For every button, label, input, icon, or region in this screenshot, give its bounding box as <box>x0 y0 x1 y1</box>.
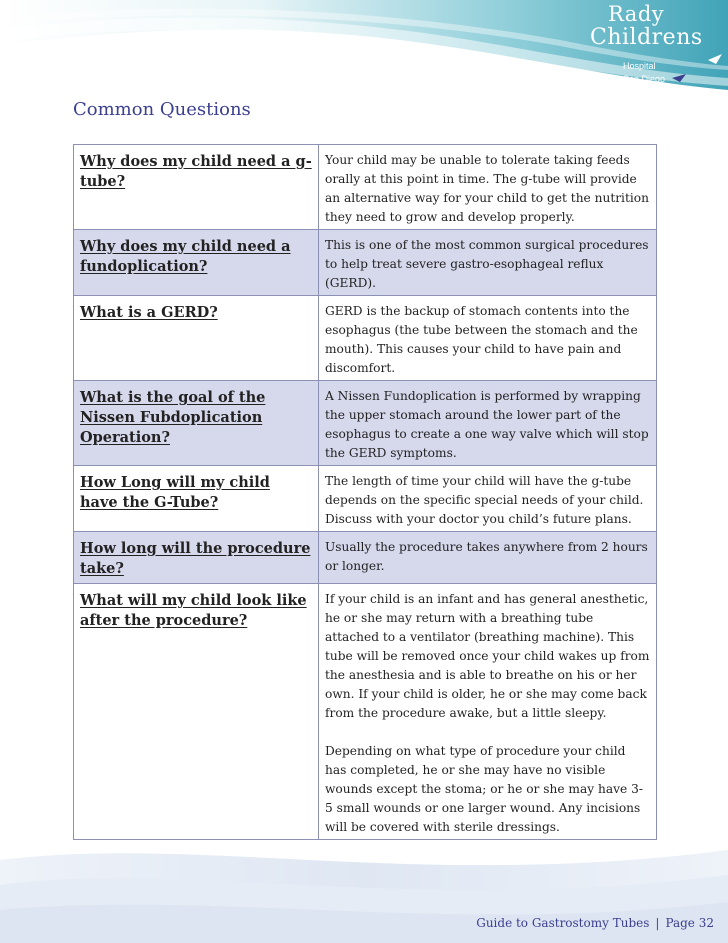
question-cell <box>74 296 319 381</box>
answer-paragraph: A Nissen Fundoplication is performed by wrapping the upper stomach around the lower part of the esophagus to create a one way valve which will stop the GERD symptoms. <box>325 389 649 460</box>
answer-paragraph: Usually the procedure takes anywhere from 2 hours or longer. <box>325 540 648 573</box>
hospital-logo <box>590 0 728 90</box>
logo-line-rady: Rady <box>608 2 665 26</box>
page-footer <box>476 916 714 930</box>
question-cell <box>74 532 319 584</box>
question-cell <box>74 466 319 532</box>
question-text: What will my child look like after the procedure? <box>80 592 307 629</box>
table-row <box>74 466 657 532</box>
answer-cell <box>319 296 657 381</box>
answer-text <box>319 532 656 578</box>
answer-cell <box>319 532 657 584</box>
answer-text <box>319 296 656 380</box>
answer-paragraph: Depending on what type of procedure your child has completed, he or she may have no visible wounds except the stoma; or he or she may have 3-5 small wounds or one larger wound. Any incisions will be covered with sterile dressings. <box>325 744 643 834</box>
logo-line-hospital: Hospital <box>623 61 656 71</box>
faq-table <box>73 144 657 840</box>
faq-table-body <box>74 145 657 840</box>
logo-subtitle <box>623 60 665 86</box>
answer-text <box>319 466 656 531</box>
table-row <box>74 381 657 466</box>
question-text: How Long will my child have the G-Tube? <box>80 474 270 511</box>
question-cell <box>74 230 319 296</box>
question-text: What is the goal of the Nissen Fubdoplication Operation? <box>80 389 266 446</box>
footer-guide-title: Guide to Gastrostomy Tubes <box>476 916 650 930</box>
table-row <box>74 532 657 584</box>
table-row <box>74 230 657 296</box>
answer-text <box>319 381 656 465</box>
answer-cell <box>319 466 657 532</box>
question-text: Why does my child need a g-tube? <box>80 153 312 190</box>
answer-paragraph: If your child is an infant and has general anesthetic, he or she may return with a breathing tube attached to a ventilator (breathing machine). This tube will be removed once your child wakes up from the anesthesia and is able to breathe on his or her own. If your child is older, he or she may come back from the procedure awake, but a little sleepy. <box>325 592 650 720</box>
footer-separator: | <box>655 916 660 930</box>
logo-line-san-diego: San Diego <box>623 74 666 84</box>
table-row <box>74 145 657 230</box>
question-text: Why does my child need a fundoplication? <box>80 238 291 275</box>
question-text: How long will the procedure take? <box>80 540 311 577</box>
answer-paragraph: This is one of the most common surgical procedures to help treat severe gastro-esophageal reflux (GERD). <box>325 238 649 290</box>
footer-page-number: Page 32 <box>665 916 714 930</box>
answer-text <box>319 230 656 295</box>
answer-paragraph: The length of time your child will have the g-tube depends on the specific special needs of your child. Discuss with your doctor you child’s future plans. <box>325 474 644 526</box>
answer-text <box>319 584 656 839</box>
section-title: Common Questions <box>73 99 251 120</box>
answer-cell <box>319 381 657 466</box>
answer-cell <box>319 145 657 230</box>
answer-paragraph: GERD is the backup of stomach contents into the esophagus (the tube between the stomach and the mouth). This causes your child to have pain and discomfort. <box>325 304 638 375</box>
question-cell <box>74 145 319 230</box>
question-cell <box>74 381 319 466</box>
answer-cell <box>319 230 657 296</box>
table-row <box>74 584 657 840</box>
question-cell <box>74 584 319 840</box>
question-text: What is a GERD? <box>80 304 218 321</box>
logo-line-childrens: Childrens <box>590 25 703 50</box>
birds-icon <box>668 48 728 88</box>
answer-cell <box>319 584 657 840</box>
table-row <box>74 296 657 381</box>
answer-text <box>319 145 656 229</box>
answer-paragraph: Your child may be unable to tolerate taking feeds orally at this point in time. The g-tube will provide an alternative way for your child to get the nutrition they need to grow and develop properly. <box>325 153 649 224</box>
